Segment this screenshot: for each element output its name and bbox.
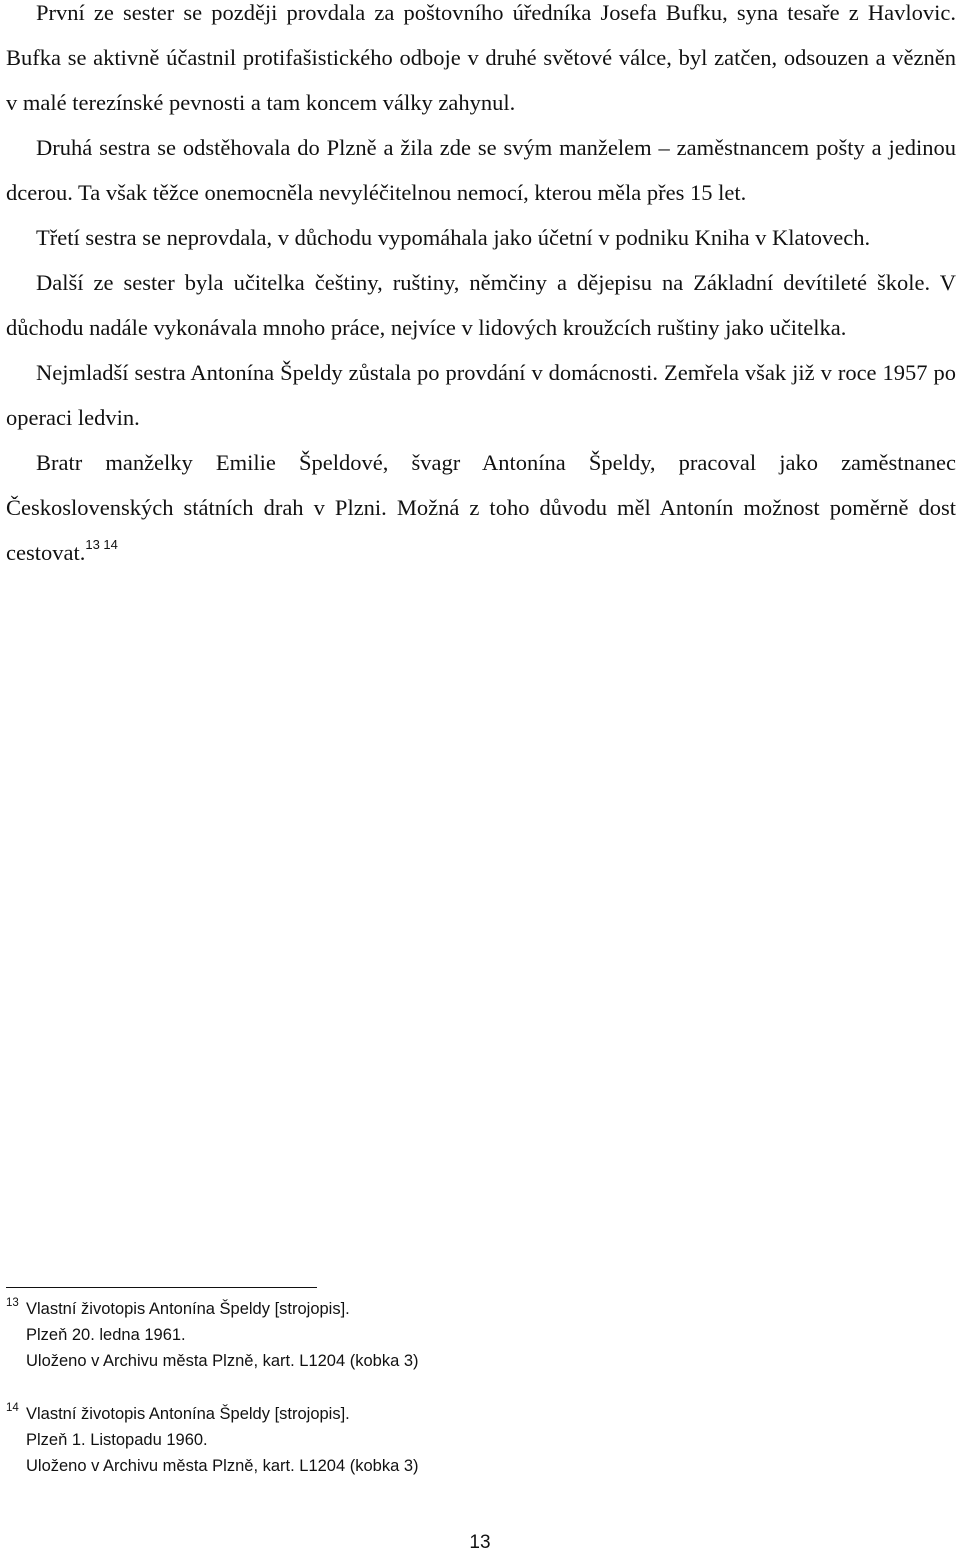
paragraph-6 bbox=[6, 440, 956, 575]
footnotes bbox=[6, 1296, 906, 1506]
paragraph-4: Další ze sester byla učitelka češtiny, ruštiny, němčiny a dějepisu na Základní devítileté škole. V důchodu nadále vykonávala mnoho práce, nejvíce v lidových kroužcích ruštiny jako učitelka. bbox=[6, 270, 956, 340]
page-number: 13 bbox=[469, 1532, 491, 1553]
body-text bbox=[6, 0, 956, 575]
footnote-number: 14 bbox=[6, 1402, 19, 1414]
footnote-line: Uloženo v Archivu města Plzně, kart. L1204 (kobka 3) bbox=[26, 1457, 419, 1475]
footnote-14 bbox=[6, 1401, 906, 1479]
footnote-line: Uloženo v Archivu města Plzně, kart. L1204 (kobka 3) bbox=[26, 1352, 419, 1370]
paragraph-1: První ze sester se později provdala za poštovního úředníka Josefa Bufku, syna tesaře z Havlovic. Bufka se aktivně účastnil protifašistického odboje v druhé světové válce, byl zatčen, odsouzen a vězněn v malé terezínské pevnosti a tam koncem války zahynul. bbox=[6, 0, 956, 115]
footnote-line: Plzeň 1. Listopadu 1960. bbox=[26, 1431, 208, 1449]
paragraph-2: Druhá sestra se odstěhovala do Plzně a žila zde se svým manželem – zaměstnancem pošty a jedinou dcerou. Ta však těžce onemocněla nevyléčitelnou nemocí, kterou měla přes 15 let. bbox=[6, 135, 956, 205]
paragraph-5: Nejmladší sestra Antonína Špeldy zůstala po provdání v domácnosti. Zemřela však již v roce 1957 po operaci ledvin. bbox=[6, 360, 956, 430]
paragraph-3: Třetí sestra se neprovdala, v důchodu vypomáhala jako účetní v podniku Kniha v Klatovech. bbox=[36, 225, 871, 250]
footnote-number: 13 bbox=[6, 1297, 19, 1309]
footnote-line: Vlastní životopis Antonína Špeldy [strojopis]. bbox=[26, 1405, 350, 1423]
footnote-reference: 13 14 bbox=[85, 536, 118, 552]
footnote-13 bbox=[6, 1296, 906, 1374]
footnote-line: Plzeň 20. ledna 1961. bbox=[26, 1326, 186, 1344]
paragraph-6-text: Bratr manželky Emilie Špeldové, švagr Antonína Špeldy, pracoval jako zaměstnanec Československých státních drah v Plzni. Možná z toho důvodu měl Antonín možnost poměrně dost cestovat. bbox=[6, 450, 956, 565]
footnote-separator bbox=[6, 1287, 317, 1288]
footnote-line: Vlastní životopis Antonína Špeldy [strojopis]. bbox=[26, 1300, 350, 1318]
